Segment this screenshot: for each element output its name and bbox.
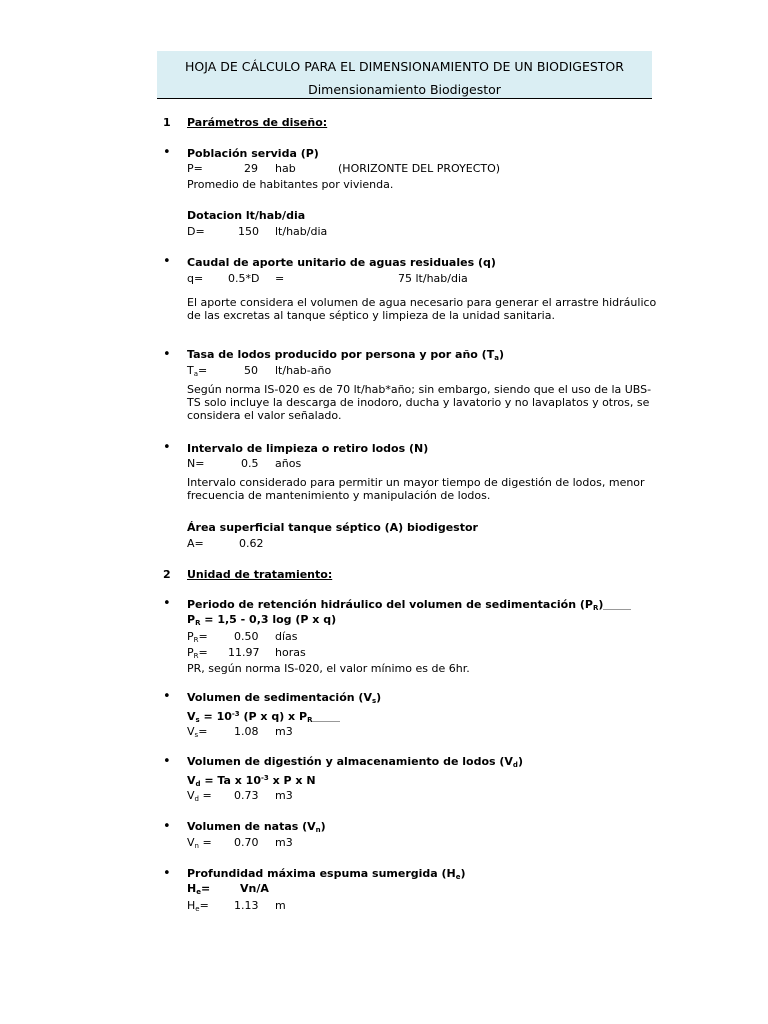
bullet: • bbox=[163, 754, 171, 769]
vol-sed-unit: m3 bbox=[275, 725, 293, 738]
tasa-desc: Según norma IS-020 es de 70 lt/hab*año; sin embargo, siendo que el uso de la UBS-TS solo incluye la descarga de inodoro, ducha y lavatorio y no lavaplatos y otros, se considera el valor señalado. bbox=[187, 383, 652, 422]
periodo-row2-value: 11.97 bbox=[228, 646, 260, 659]
vol-natas-unit: m3 bbox=[275, 836, 293, 849]
profundidad-formula-value: Vn/A bbox=[240, 882, 269, 895]
section-2-title: Unidad de tratamiento: bbox=[187, 568, 333, 581]
section-2-number: 2 bbox=[163, 568, 171, 581]
vol-sed-label: $V_s=$ bbox=[187, 725, 208, 739]
poblacion-unit: hab bbox=[275, 162, 296, 175]
tasa-label: $T_a=$ bbox=[187, 364, 208, 378]
periodo-title: Periodo de retención hidráulico del volumen de sedimentación $(P_R)$ bbox=[187, 598, 631, 615]
bullet: • bbox=[163, 254, 171, 269]
vol-dig-unit: m3 bbox=[275, 789, 293, 802]
profundidad-unit: m bbox=[275, 899, 286, 912]
vol-dig-label: $V_d$ = bbox=[187, 789, 212, 803]
caudal-result: 75 lt/hab/dia bbox=[398, 272, 468, 285]
caudal-eq: = bbox=[275, 272, 285, 285]
intervalo-title: Intervalo de limpieza o retiro lodos (N) bbox=[187, 442, 429, 455]
tasa-value: 50 bbox=[244, 364, 258, 377]
dotacion-unit: lt/hab/dia bbox=[275, 225, 328, 238]
vol-dig-formula: $V_d = Ta$ x $10^{-3}$ x P x N bbox=[187, 774, 316, 788]
intervalo-desc: Intervalo considerado para permitir un mayor tiempo de digestión de lodos, menor frecuencia de mantenimiento y manipulación de lodos. bbox=[187, 476, 645, 502]
bullet: • bbox=[163, 440, 171, 455]
vol-sed-value: 1.08 bbox=[234, 725, 259, 738]
bullet: • bbox=[163, 145, 171, 160]
area-value: 0.62 bbox=[239, 537, 264, 550]
poblacion-value: 29 bbox=[244, 162, 258, 175]
vol-sed-title: Volumen de sedimentación $(V_s)$ bbox=[187, 691, 382, 705]
periodo-formula: $P_R = 1,5 - 0,3$ log (P x q) bbox=[187, 613, 337, 627]
dotacion-value: 150 bbox=[238, 225, 259, 238]
vol-natas-value: 0.70 bbox=[234, 836, 259, 849]
sheet-subtitle: Dimensionamiento Biodigestor bbox=[308, 82, 501, 97]
poblacion-label: P= bbox=[187, 162, 203, 175]
periodo-row2-label: $P_R=$ bbox=[187, 646, 208, 660]
profundidad-title: Profundidad máxima espuma sumergida $(H_e)$ bbox=[187, 867, 466, 881]
bullet: • bbox=[163, 596, 171, 611]
poblacion-note: (HORIZONTE DEL PROYECTO) bbox=[338, 162, 501, 175]
periodo-row2-unit: horas bbox=[275, 646, 306, 659]
dotacion-title: Dotacion lt/hab/dia bbox=[187, 209, 306, 222]
vol-dig-title: Volumen de digestión y almacenamiento de lodos $(V_d)$ bbox=[187, 755, 523, 769]
tasa-title: Tasa de lodos producido por persona y por año $(T_a)$ bbox=[187, 348, 504, 362]
dotacion-label: D= bbox=[187, 225, 205, 238]
profundidad-value: 1.13 bbox=[234, 899, 259, 912]
bullet: • bbox=[163, 866, 171, 881]
bullet: • bbox=[163, 347, 171, 362]
intervalo-unit: años bbox=[275, 457, 302, 470]
section-1-number: 1 bbox=[163, 116, 171, 129]
tasa-unit: lt/hab-año bbox=[275, 364, 332, 377]
bullet: • bbox=[163, 819, 171, 834]
periodo-desc: PR, según norma IS-020, el valor mínimo es de 6hr. bbox=[187, 662, 470, 675]
sheet-header bbox=[157, 51, 652, 99]
vol-sed-formula: $V_s = 10^{-3}$ (P x q) x $P_R$ bbox=[187, 708, 340, 727]
intervalo-label: N= bbox=[187, 457, 205, 470]
poblacion-desc: Promedio de habitantes por vivienda. bbox=[187, 178, 394, 191]
poblacion-title: Población servida (P) bbox=[187, 147, 319, 160]
section-1-title: Parámetros de diseño: bbox=[187, 116, 328, 129]
periodo-row1-value: 0.50 bbox=[234, 630, 259, 643]
periodo-row1-unit: días bbox=[275, 630, 298, 643]
area-label: A= bbox=[187, 537, 204, 550]
caudal-label: q= bbox=[187, 272, 204, 285]
caudal-desc: El aporte considera el volumen de agua necesario para generar el arrastre hidráulico de las excretas al tanque séptico y limpieza de la unidad sanitaria. bbox=[187, 296, 657, 322]
vol-dig-value: 0.73 bbox=[234, 789, 259, 802]
area-title: Área superficial tanque séptico (A) biodigestor bbox=[187, 521, 478, 534]
periodo-row1-label: $P_R=$ bbox=[187, 630, 208, 644]
caudal-title: Caudal de aporte unitario de aguas residuales (q) bbox=[187, 256, 496, 269]
profundidad-formula-label: $H_e=$ bbox=[187, 882, 211, 896]
bullet: • bbox=[163, 689, 171, 704]
intervalo-value: 0.5 bbox=[241, 457, 259, 470]
sheet-title: HOJA DE CÁLCULO PARA EL DIMENSIONAMIENTO DE UN BIODIGESTOR bbox=[185, 59, 624, 74]
vol-natas-title: Volumen de natas $(V_n)$ bbox=[187, 820, 326, 834]
profundidad-label: $H_e=$ bbox=[187, 899, 209, 913]
vol-natas-label: $V_n$ = bbox=[187, 836, 212, 850]
caudal-formula: 0.5*D bbox=[228, 272, 260, 285]
